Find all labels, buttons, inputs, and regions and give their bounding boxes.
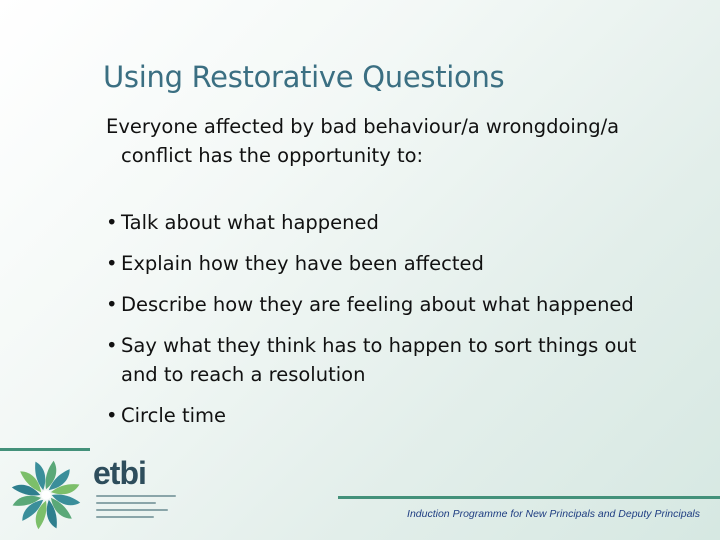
bullet-text: Say what they think has to happen to sort things out [121, 334, 637, 357]
bullet-item [106, 331, 696, 389]
bullet-marker: • [106, 211, 118, 234]
bullet-item [106, 401, 696, 430]
intro-line-2: conflict has the opportunity to: [121, 144, 424, 167]
bullet-text: Talk about what happened [121, 211, 379, 234]
bullet-item [106, 290, 696, 319]
bullet-marker: • [106, 293, 118, 316]
bullet-list [106, 208, 696, 442]
left-accent-rule [0, 448, 90, 451]
bullet-marker: • [106, 404, 118, 427]
logo-wordmark: etbi [93, 455, 146, 491]
spiral-logo-icon [8, 457, 84, 533]
etbi-logo [8, 455, 183, 535]
bullet-text: Describe how they are feeling about what happened [121, 293, 634, 316]
bullet-marker: • [106, 252, 118, 275]
intro-text [106, 112, 666, 170]
bullet-text: Explain how they have been affected [121, 252, 484, 275]
footer-accent-rule [338, 496, 720, 499]
bullet-item [106, 249, 696, 278]
bullet-text: Circle time [121, 404, 227, 427]
intro-line-1: Everyone affected by bad behaviour/a wrongdoing/a [106, 115, 620, 138]
bullet-text-continued: and to reach a resolution [121, 363, 366, 386]
slide-title: Using Restorative Questions [103, 60, 505, 94]
bullet-item [106, 208, 696, 237]
footer-caption: Induction Programme for New Principals and Deputy Principals [407, 508, 700, 520]
bullet-marker: • [106, 334, 118, 357]
logo-fine-print [96, 495, 186, 533]
